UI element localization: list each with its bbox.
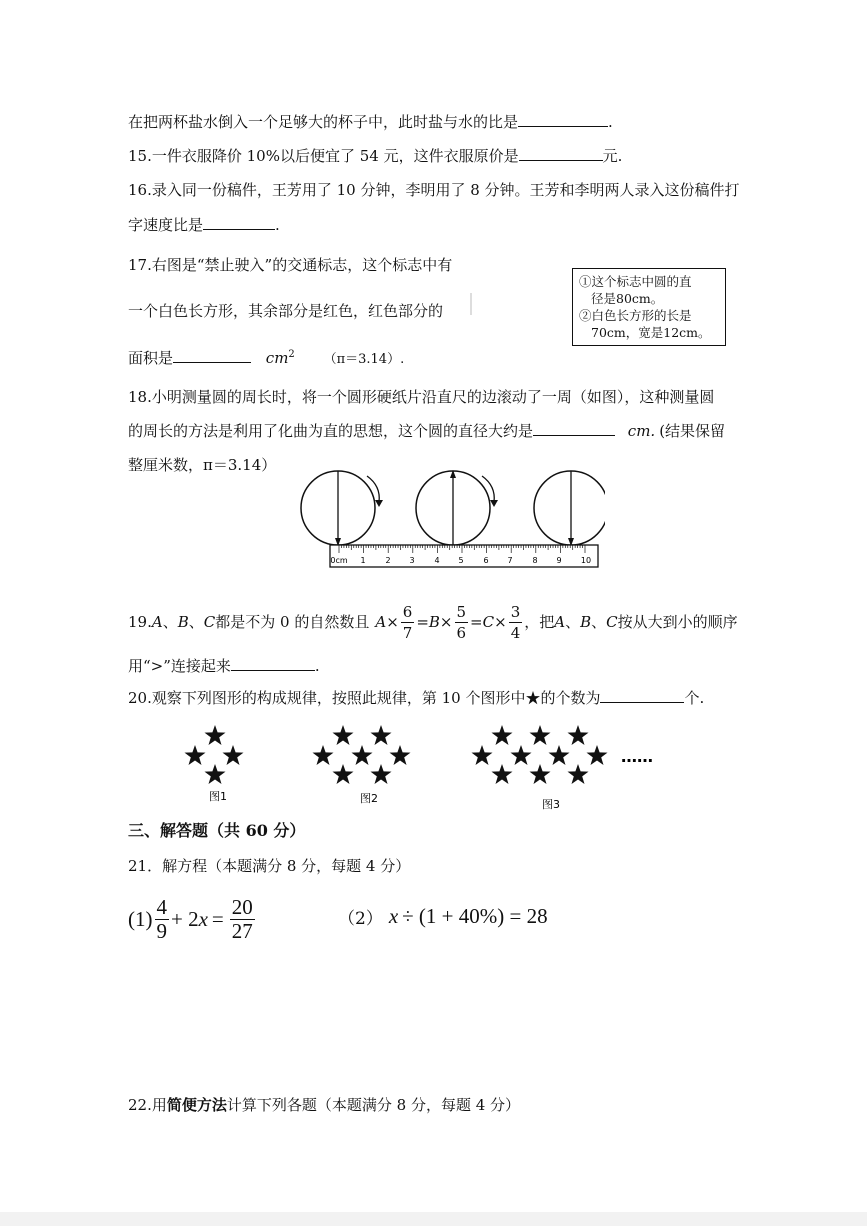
q16-line1: 16.录入同一份稿件，王芳用了 10 分钟，李明用了 8 分钟。王芳和李明两人录入这份稿件打 <box>128 181 740 199</box>
q19-line2: 用“>”连接起来 . <box>128 657 320 675</box>
q17-answer-blank[interactable] <box>173 348 251 363</box>
q17-line1: 17.右图是“禁止驶入”的交通标志，这个标志中有 <box>128 256 453 274</box>
q18-answer-blank[interactable] <box>533 421 615 436</box>
ruler <box>330 545 598 567</box>
q18-line3: 整厘米数，π＝3.14） <box>128 456 277 474</box>
q20-answer-blank[interactable] <box>600 688 684 703</box>
circle-3 <box>534 471 605 546</box>
figure-1-stars <box>185 725 244 784</box>
ruler-circle-figure <box>295 470 605 572</box>
ellipsis: …… <box>621 747 653 766</box>
q14-text: 在把两杯盐水倒入一个足够大的杯子中，此时盐与水的比是 <box>128 113 519 131</box>
ruler-label-6: 6 <box>483 556 489 565</box>
ruler-label-1: 1 <box>360 556 366 565</box>
q15: 15.一件衣服降价 10%以后便宜了 54 元，这件衣服原价是 元. <box>128 147 623 165</box>
fraction-20-27: $\frac{20}{27}$ <box>231 894 253 943</box>
star-pattern-figures <box>175 722 695 814</box>
q14-answer-blank[interactable] <box>518 112 608 127</box>
figure-label-3: 图3 <box>542 798 560 811</box>
circle-2 <box>416 470 490 545</box>
q18-line1: 18.小明测量圆的周长时，将一个圆形硬纸片沿直尺的边滚动了一周（如图），这种测量圆 <box>128 388 715 406</box>
q22-title: 22.用简便方法计算下列各题（本题满分 8 分，每题 4 分） <box>128 1096 521 1114</box>
figure-label-2: 图2 <box>360 792 378 805</box>
fraction-5-6: $\frac{5}{6}$ <box>456 602 467 642</box>
figure-3-stars <box>472 725 608 784</box>
q14-tail: 在把两杯盐水倒入一个足够大的杯子中，此时盐与水的比是 . <box>128 113 613 131</box>
q15-answer-blank[interactable] <box>519 146 603 161</box>
roll-arrowhead-1 <box>375 500 383 507</box>
ruler-label-8: 8 <box>532 556 538 565</box>
q19-answer-blank[interactable] <box>231 656 315 671</box>
fraction-4-9: $\frac{4}{9}$ <box>156 894 167 943</box>
q18-line2: 的周长的方法是利用了化曲为直的思想，这个圆的直径大约是 cm. (结果保留 <box>128 422 726 440</box>
q19-line1: 19. A 、 B 、 C 都是不为 0 的自然数且 A × $\frac{6}{7}$ = B × $\frac{5}{6}$ = C × $\frac{3}{4}$ ，把 A 、 B 、 C 按从大到小的顺序 <box>128 602 738 642</box>
figure-2-stars <box>313 725 411 784</box>
q17-info-box: ①这个标志中圆的直 径是80cm。 ②白色长方形的长是 70cm，宽是12cm。 <box>572 268 726 346</box>
ruler-label-5: 5 <box>458 556 464 565</box>
equation-1: (1) $\frac{4}{9}$ + 2 x = $\frac{20}{27}$ <box>128 894 253 943</box>
page-bottom-band <box>0 1212 867 1226</box>
ruler-label-2: 2 <box>385 556 391 565</box>
q16-answer-blank[interactable] <box>203 215 275 230</box>
figure-label-1: 图1 <box>209 790 227 803</box>
ruler-label-10: 10 <box>580 556 592 565</box>
q20: 20.观察下列图形的构成规律，按照此规律，第 10 个图形中★的个数为 个. <box>128 689 705 707</box>
q16-line2: 字速度比是 . <box>128 216 280 234</box>
ruler-label-3: 3 <box>409 556 415 565</box>
circle-1 <box>301 471 375 546</box>
q17-line2: 一个白色长方形，其余部分是红色，红色部分的 <box>128 302 444 320</box>
ruler-label-7: 7 <box>507 556 513 565</box>
ruler-label-4: 4 <box>434 556 440 565</box>
fraction-6-7: $\frac{6}{7}$ <box>402 602 413 642</box>
roll-arrowhead-2 <box>490 500 498 507</box>
q15-text: 15.一件衣服降价 10%以后便宜了 54 元，这件衣服原价是 <box>128 147 519 165</box>
ruler-label-9: 9 <box>556 556 562 565</box>
section-3-title: 三、解答题（共 60 分） <box>128 821 306 840</box>
ruler-label-0: 0cm <box>330 556 348 565</box>
fraction-3-4: $\frac{3}{4}$ <box>510 602 521 642</box>
q21-title: 21．解方程（本题满分 8 分，每题 4 分） <box>128 857 411 875</box>
q17-sign-fragment <box>470 293 472 315</box>
q17-line3: 面积是 $cm^2$ （π＝3.14）. <box>128 349 405 367</box>
equation-2: （2） x ÷ (1 + 40%) = 28 <box>338 903 548 929</box>
